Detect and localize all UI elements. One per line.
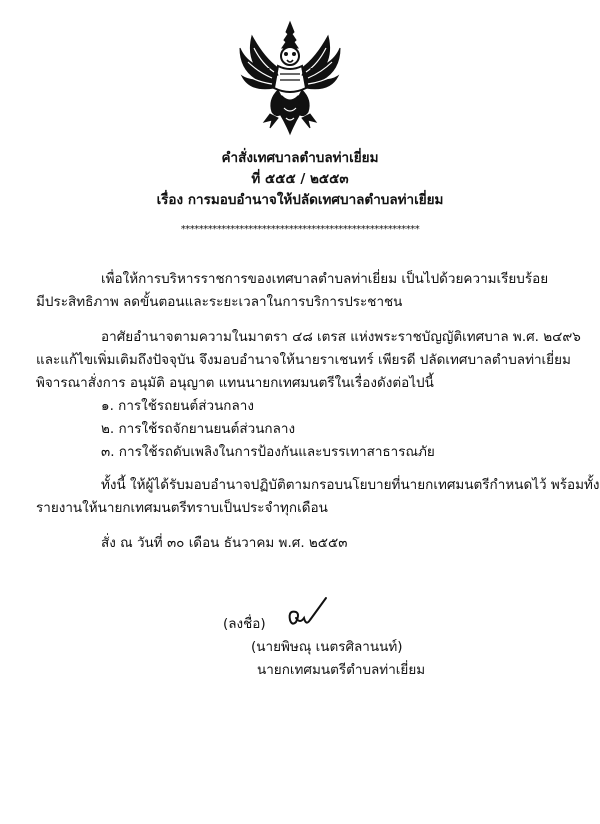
garuda-emblem-icon: [234, 18, 346, 138]
separator-line: *****************************************************: [180, 224, 420, 235]
paragraph-1-line-2: มีประสิทธิภาพ ลดขั้นตอนและระยะเวลาในการบริการประชาชน: [36, 294, 403, 310]
paragraph-3-line-2: รายงานให้นายกเทศมนตรีทราบเป็นประจำทุกเดือน: [36, 500, 328, 516]
paragraph-3-line-1: ทั้งนี้ ให้ผู้ได้รับมอบอำนาจปฏิบัติตามกรอบนโยบายที่นายกเทศมนตรีกำหนดไว้ พร้อมทั้ง: [101, 477, 600, 493]
paragraph-2-line-3: พิจารณาสั่งการ อนุมัติ อนุญาต แทนนายกเทศมนตรีในเรื่องดังต่อไปนี้: [36, 375, 434, 391]
order-number: ที่ ๕๕๕ / ๒๕๕๓: [251, 171, 349, 187]
list-item: ๒. การใช้รถจักยานยนต์ส่วนกลาง: [101, 421, 296, 437]
order-title: คำสั่งเทศบาลตำบลท่าเยี่ยม: [221, 150, 379, 166]
order-date: สั่ง ณ วันที่ ๓๐ เดือน ธันวาคม พ.ศ. ๒๕๕๓: [101, 535, 348, 551]
signed-label: (ลงชื่อ): [223, 616, 266, 632]
signatory-name: (นายพิษณุ เนตรศิลานนท์): [251, 639, 403, 655]
list-item: ๑. การใช้รถยนต์ส่วนกลาง: [101, 398, 254, 414]
handwritten-signature: [286, 596, 332, 632]
list-item: ๓. การใช้รถดับเพลิงในการป้องกันและบรรเทาสาธารณภัย: [101, 444, 435, 460]
signatory-position: นายกเทศมนตรีตำบลท่าเยี่ยม: [257, 662, 426, 678]
paragraph-1-line-1: เพื่อให้การบริหารราชการของเทศบาลตำบลท่าเยี่ยม เป็นไปด้วยความเรียบร้อย: [101, 271, 549, 287]
paragraph-2-line-1: อาศัยอำนาจตามความในมาตรา ๔๘ เตรส แห่งพระราชบัญญัติเทศบาล พ.ศ. ๒๔๙๖: [101, 329, 581, 345]
order-subject: เรื่อง การมอบอำนาจให้ปลัดเทศบาลตำบลท่าเยี่ยม: [156, 192, 444, 208]
paragraph-2-line-2: และแก้ไขเพิ่มเติมถึงปัจจุบัน จึงมอบอำนาจให้นายราเชนทร์ เพียรดี ปลัดเทศบาลตำบลท่าเยี่ยม: [36, 352, 571, 368]
